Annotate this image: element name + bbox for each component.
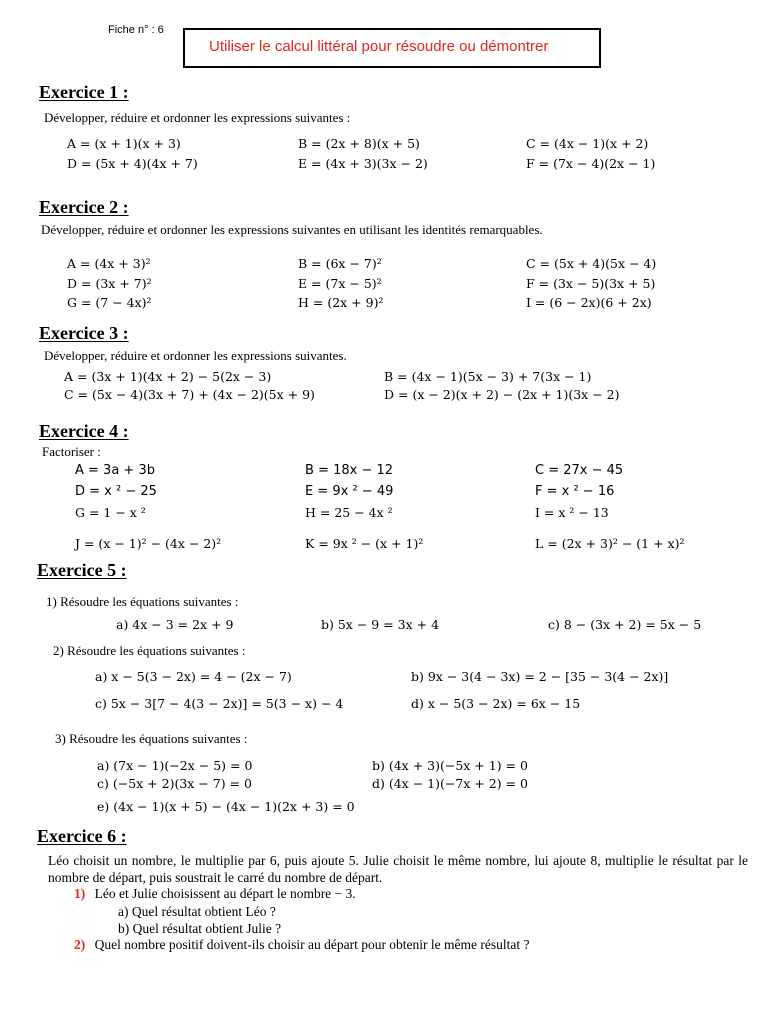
exercise-2-title: Exercice 2 : [39, 197, 129, 217]
ex2-expr-d: D = (3x + 7)² [67, 276, 152, 291]
ex4-expr-e: E = 9x ² − 49 [305, 484, 394, 499]
exercise-4-title: Exercice 4 : [39, 421, 129, 441]
ex5-q2-d: d) x − 5(3 − 2x) = 6x − 15 [411, 696, 581, 711]
ex4-expr-i: I = x ² − 13 [535, 505, 609, 520]
ex5-q3-label: 3) Résoudre les équations suivantes : [55, 731, 248, 746]
ex1-expr-c: C = (4x − 1)(x + 2) [526, 136, 649, 151]
ex2-expr-b: B = (6x − 7)² [298, 256, 382, 271]
ex2-expr-f: F = (3x − 5)(3x + 5) [526, 276, 656, 291]
exercise-2-instruction: Développer, réduire et ordonner les expressions suivantes en utilisant les identités remarquables. [41, 222, 543, 237]
ex6-q1-text: Léo et Julie choisissent au départ le nombre − 3. [94, 886, 356, 901]
ex4-expr-a: A = 3a + 3b [75, 463, 155, 478]
ex1-expr-e: E = (4x + 3)(3x − 2) [298, 156, 428, 171]
ex3-expr-a: A = (3x + 1)(4x + 2) − 5(2x − 3) [64, 369, 272, 384]
ex3-expr-c: C = (5x − 4)(3x + 7) + (4x − 2)(5x + 9) [64, 387, 315, 402]
ex4-expr-f: F = x ² − 16 [535, 484, 615, 499]
ex2-expr-h: H = (2x + 9)² [298, 295, 384, 310]
ex5-q3-e: e) (4x − 1)(x + 5) − (4x − 1)(2x + 3) = 0 [97, 799, 355, 814]
ex6-q1-number: 1) [74, 886, 86, 901]
ex5-q2-a: a) x − 5(3 − 2x) = 4 − (2x − 7) [95, 669, 292, 684]
ex1-expr-b: B = (2x + 8)(x + 5) [298, 136, 420, 151]
ex5-q2-c: c) 5x − 3[7 − 4(3 − 2x)] = 5(3 − x) − 4 [95, 696, 344, 711]
fiche-number: Fiche n° : 6 [108, 24, 164, 36]
ex5-q3-c: c) (−5x + 2)(3x − 7) = 0 [97, 776, 252, 791]
page-title: Utiliser le calcul littéral pour résoudre ou démontrer [209, 38, 549, 55]
exercise-4-instruction: Factoriser : [42, 444, 101, 459]
exercise-3-instruction: Développer, réduire et ordonner les expressions suivantes. [44, 348, 347, 363]
exercise-1-title: Exercice 1 : [39, 82, 129, 102]
exercise-6-title: Exercice 6 : [37, 826, 127, 846]
ex5-q2-label: 2) Résoudre les équations suivantes : [53, 643, 246, 658]
ex1-expr-a: A = (x + 1)(x + 3) [67, 136, 181, 151]
exercise-3-title: Exercice 3 : [39, 323, 129, 343]
ex4-expr-g: G = 1 − x ² [75, 505, 146, 520]
ex2-expr-c: C = (5x + 4)(5x − 4) [526, 256, 657, 271]
ex4-expr-j: J = (x − 1)² − (4x − 2)² [75, 536, 222, 551]
ex4-expr-c: C = 27x − 45 [535, 463, 624, 478]
ex6-q2 [74, 937, 530, 953]
ex6-q1a: a) Quel résultat obtient Léo ? [118, 904, 276, 919]
ex2-expr-e: E = (7x − 5)² [298, 276, 382, 291]
ex5-q3-a: a) (7x − 1)(−2x − 5) = 0 [97, 758, 253, 773]
exercise-1-instruction: Développer, réduire et ordonner les expressions suivantes : [44, 110, 351, 125]
ex1-expr-d: D = (5x + 4)(4x + 7) [67, 156, 198, 171]
ex5-q2-b: b) 9x − 3(4 − 3x) = 2 − [35 − 3(4 − 2x)] [411, 669, 669, 684]
ex5-q1-c: c) 8 − (3x + 2) = 5x − 5 [548, 617, 702, 632]
ex5-q1-a: a) 4x − 3 = 2x + 9 [116, 617, 234, 632]
ex3-expr-b: B = (4x − 1)(5x − 3) + 7(3x − 1) [384, 369, 592, 384]
ex4-expr-h: H = 25 − 4x ² [305, 505, 393, 520]
ex6-q1 [74, 886, 356, 902]
ex5-q3-b: b) (4x + 3)(−5x + 1) = 0 [372, 758, 528, 773]
ex2-expr-a: A = (4x + 3)² [67, 256, 151, 271]
ex6-statement: Léo choisit un nombre, le multiplie par 6, puis ajoute 5. Julie choisit le même nombre, lui ajoute 8, multiplie le résultat par le nombre de départ, puis soustrait le carré du nombre de départ. [48, 853, 748, 885]
ex6-q2-text: Quel nombre positif doivent-ils choisir au départ pour obtenir le même résultat ? [94, 937, 530, 952]
ex6-q1b: b) Quel résultat obtient Julie ? [118, 921, 282, 936]
ex5-q1-b: b) 5x − 9 = 3x + 4 [321, 617, 440, 632]
ex6-q2-number: 2) [74, 937, 86, 952]
ex4-expr-l: L = (2x + 3)² − (1 + x)² [535, 536, 685, 551]
ex2-expr-i: I = (6 − 2x)(6 + 2x) [526, 295, 652, 310]
ex1-expr-f: F = (7x − 4)(2x − 1) [526, 156, 656, 171]
ex4-expr-b: B = 18x − 12 [305, 463, 394, 478]
ex2-expr-g: G = (7 − 4x)² [67, 295, 152, 310]
ex3-expr-d: D = (x − 2)(x + 2) − (2x + 1)(3x − 2) [384, 387, 620, 402]
ex5-q1-label: 1) Résoudre les équations suivantes : [46, 594, 239, 609]
ex4-expr-d: D = x ² − 25 [75, 484, 157, 499]
exercise-5-title: Exercice 5 : [37, 560, 127, 580]
ex5-q3-d: d) (4x − 1)(−7x + 2) = 0 [372, 776, 528, 791]
ex4-expr-k: K = 9x ² − (x + 1)² [305, 536, 424, 551]
